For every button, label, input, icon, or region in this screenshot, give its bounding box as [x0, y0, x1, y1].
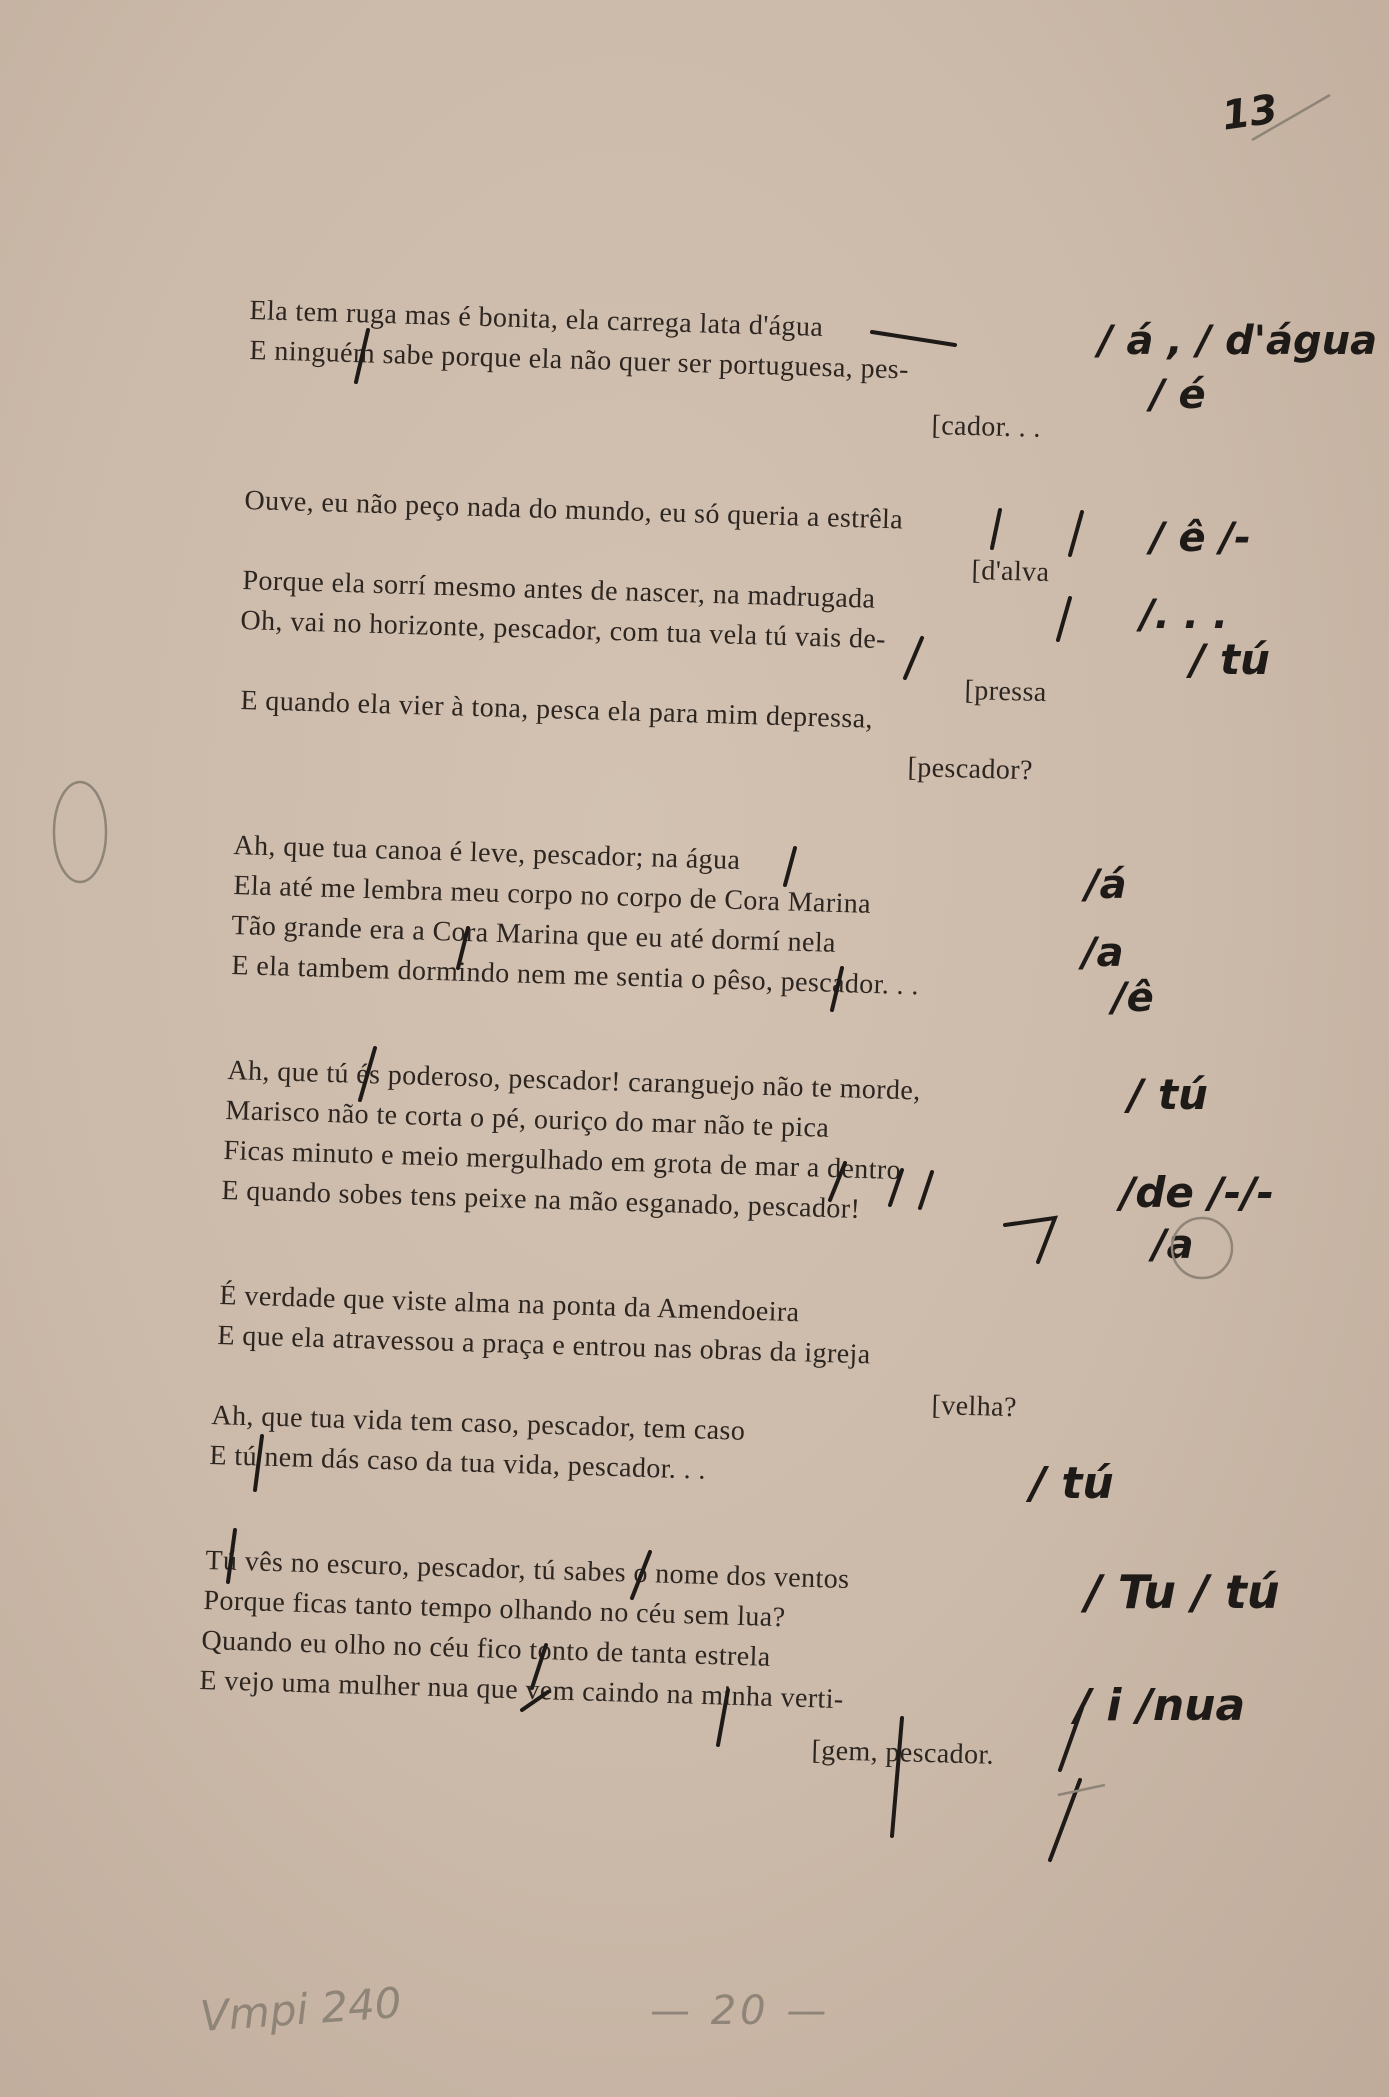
margin-note: / tú	[1030, 1458, 1114, 1509]
poem-line: Porque ela sorrí mesmo antes de nascer, na madrugada	[242, 565, 876, 615]
margin-note: / tú	[1128, 1070, 1208, 1119]
poem-line: Porque ficas tanto tempo olhando no céu sem lua?	[203, 1585, 786, 1634]
strikethrough-mark	[632, 1552, 650, 1598]
margin-note: /á	[1085, 862, 1127, 908]
pencil-stroke	[1058, 1785, 1105, 1795]
insertion-slash	[892, 1718, 902, 1836]
poem-line: E ela tambem dormindo nem me sentia o pêso, pescador. . .	[231, 950, 920, 1002]
poem-line: Ah, que tú és poderoso, pescador! caranguejo não te morde,	[227, 1055, 922, 1107]
poem-line: E quando sobes tens peixe na mão esganado, pescador!	[221, 1175, 861, 1225]
strikethrough-mark	[872, 332, 955, 345]
insertion-slash	[1005, 1218, 1055, 1262]
poem-line: Tão grande era a Cora Marina que eu até dormí nela	[231, 910, 837, 959]
poem-line: Ela tem ruga mas é bonita, ela carrega lata d'água	[249, 295, 824, 344]
margin-note: /ê	[1112, 975, 1154, 1021]
poem-line: Ouve, eu não peço nada do mundo, eu só queria a estrêla	[244, 485, 904, 536]
poem-line: E vejo uma mulher nua que vem caindo na minha verti-	[199, 1665, 845, 1716]
margin-note: / ê /-	[1150, 515, 1251, 561]
strikethrough-mark	[830, 1163, 845, 1200]
strikethrough-mark	[992, 510, 1000, 548]
poem-line: [velha?	[931, 1390, 1018, 1424]
poem-line: E tú nem dás caso da tua vida, pescador. . .	[209, 1440, 707, 1486]
poem-line: Tú vês no escuro, pescador, tú sabes o nome dos ventos	[205, 1545, 850, 1596]
poem-line: E ninguém sabe porque ela não quer ser portuguesa, pes-	[249, 335, 910, 386]
archive-reference: Vmpi 240	[198, 1978, 403, 2041]
insertion-slash	[718, 1690, 728, 1745]
strikethrough-mark	[522, 1692, 548, 1710]
margin-note: /a	[1152, 1222, 1194, 1268]
poem-line: Ela até me lembra meu corpo no corpo de Cora Marina	[233, 870, 872, 920]
margin-note: / Tu / tú	[1085, 1565, 1280, 1619]
insertion-slash	[532, 1645, 546, 1688]
poem-line: Ah, que tua canoa é leve, pescador; na água	[233, 830, 741, 877]
margin-note: / é	[1150, 372, 1206, 418]
poem-line: Marisco não te corta o pé, ouriço do mar não te pica	[225, 1095, 830, 1144]
pencil-stroke	[1252, 95, 1330, 140]
poem-line: É verdade que viste alma na ponta da Amendoeira	[219, 1280, 800, 1329]
poem-line: [pescador?	[907, 752, 1034, 787]
poem-line: [pressa	[964, 675, 1048, 709]
pencil-circle	[54, 782, 106, 882]
poem-line: Ah, que tua vida tem caso, pescador, tem caso	[211, 1400, 746, 1447]
page-number: — 20 —	[650, 1988, 831, 2034]
insertion-slash	[1060, 1708, 1082, 1770]
strikethrough-mark	[785, 848, 795, 885]
insertion-slash	[890, 1170, 902, 1205]
poem-line: [cador. . .	[931, 410, 1042, 444]
poem-line: Oh, vai no horizonte, pescador, com tua vela tú vais de-	[240, 605, 887, 656]
strikethrough-mark	[360, 1048, 375, 1100]
strikethrough-mark	[832, 968, 842, 1010]
margin-note: / i /nua	[1075, 1680, 1246, 1731]
margin-note: /a	[1082, 930, 1124, 976]
insertion-slash	[1070, 512, 1082, 555]
insertion-slash	[920, 1172, 932, 1208]
poem-line: [d'alva	[971, 555, 1050, 589]
poem-line: Quando eu olho no céu fico tonto de tanta estrela	[201, 1625, 772, 1673]
margin-note: /de /-/-	[1120, 1168, 1275, 1217]
poem-line: [gem, pescador.	[811, 1735, 995, 1771]
poem-line: E que ela atravessou a praça e entrou nas obras da igreja	[217, 1320, 871, 1371]
insertion-slash	[356, 330, 368, 382]
strikethrough-mark	[255, 1436, 262, 1490]
margin-note: /. . .	[1140, 592, 1229, 638]
strikethrough-mark	[228, 1530, 235, 1582]
margin-note: / tú	[1190, 635, 1270, 684]
strikethrough-mark	[905, 638, 922, 678]
poem-line: E quando ela vier à tona, pesca ela para mim depressa,	[240, 685, 874, 735]
poem-line: Ficas minuto e meio mergulhado em grota de mar a dentro	[223, 1135, 902, 1187]
insertion-slash	[1058, 598, 1070, 640]
pencil-circle	[1172, 1218, 1232, 1278]
margin-note-corner: 13	[1219, 86, 1281, 140]
strikethrough-mark	[458, 928, 468, 968]
margin-note: / á , / d'água	[1098, 318, 1378, 364]
